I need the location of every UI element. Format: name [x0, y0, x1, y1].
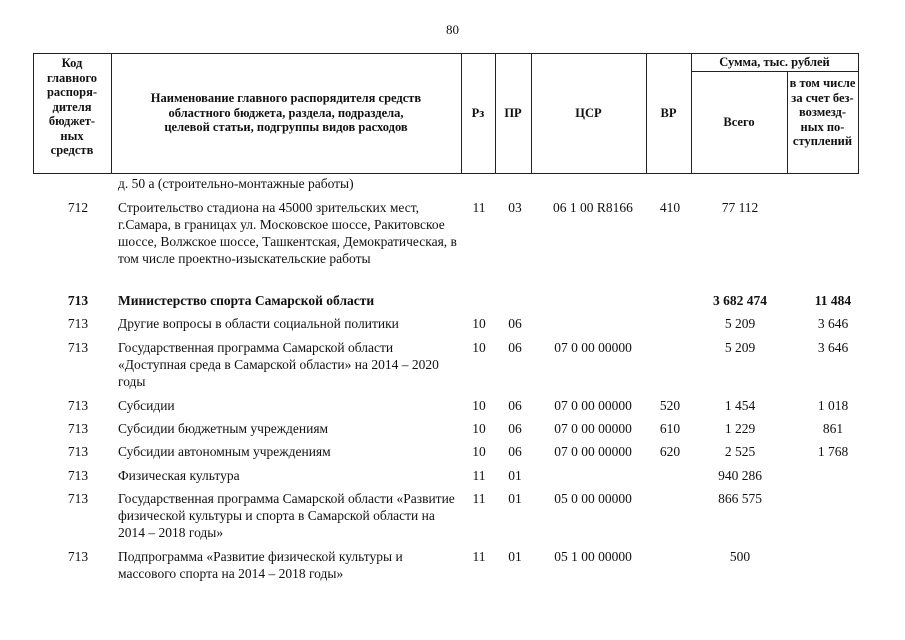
row-name: Министерство спорта Самарской области [118, 293, 375, 308]
row-code: 713 [67, 398, 89, 413]
header-name: Наименование главного распорядителя средств областного бюджета, раздела, подраздела, целевой статьи, подгруппы видов расходов [150, 91, 422, 134]
header-border-right [858, 53, 859, 174]
row-total: 77 112 [721, 200, 759, 215]
row-total: 5 209 [724, 340, 756, 355]
row-total: 2 525 [724, 444, 756, 459]
row-total: 500 [729, 549, 751, 564]
row-rz: 11 [472, 468, 486, 483]
row-code: 713 [67, 468, 89, 483]
row-rz: 10 [472, 340, 486, 355]
row-name: Субсидии автономным учреждениям [118, 444, 331, 459]
row-rz: 10 [472, 398, 486, 413]
row-name: Строительство стадиона на 45000 зрительских мест, г.Самара, в границах ул. Московское шоссе, Ракитовское шоссе, Волжское шоссе, Ташкентская, Демократическая, в том числе проектно-изыскательские работы [118, 200, 457, 266]
row-free: 1 018 [817, 398, 849, 413]
row-name: Государственная программа Самарской области «Доступная среда в Самарской области» на 2014 – 2020 годы [118, 340, 439, 389]
row-name: Физическая культура [118, 468, 240, 483]
row-csr: 06 1 00 R8166 [553, 200, 633, 215]
row-free: 3 646 [817, 340, 849, 355]
sum-divider [691, 71, 858, 72]
header-code: Код главного распоря- дителя бюджет- ных средств [46, 56, 98, 157]
header-top-border [33, 53, 858, 54]
row-pr: 06 [508, 421, 522, 436]
row-pr: 06 [508, 444, 522, 459]
header-rz: Рз [471, 106, 485, 120]
row-pr: 01 [508, 549, 522, 564]
header-free: в том числе за счет без- возмезд- ных по- ступлений [789, 76, 856, 148]
row-vr: 610 [659, 421, 681, 436]
row-pr: 06 [508, 340, 522, 355]
row-pr: 01 [508, 491, 522, 506]
header-vr: ВР [660, 106, 677, 120]
row-code: 713 [67, 293, 89, 308]
row-name: Субсидии [118, 398, 175, 413]
page-number: 80 [446, 22, 459, 37]
row-free: 861 [822, 421, 844, 436]
row-name: Субсидии бюджетным учреждениям [118, 421, 329, 436]
row-pr: 06 [508, 316, 522, 331]
row-code: 713 [67, 421, 89, 436]
row-rz: 11 [472, 549, 486, 564]
row-vr: 620 [659, 444, 681, 459]
row-free: 1 768 [817, 444, 849, 459]
row-code: 713 [67, 340, 89, 355]
header-border-6 [691, 53, 692, 174]
row-code: 713 [67, 316, 89, 331]
row-code: 713 [67, 549, 89, 564]
row-vr: 410 [659, 200, 681, 215]
row-rz: 10 [472, 316, 486, 331]
row-name: Подпрограмма «Развитие физической культуры и массового спорта на 2014 – 2018 годы» [118, 549, 403, 581]
row-total: 3 682 474 [713, 293, 767, 308]
row-total: 5 209 [724, 316, 756, 331]
row-free: 11 484 [814, 293, 852, 308]
row-pr: 06 [508, 398, 522, 413]
table-header [33, 53, 858, 174]
row-total: 1 229 [724, 421, 756, 436]
row-pr: 03 [508, 200, 522, 215]
row-name: Другие вопросы в области социальной политики [118, 316, 399, 331]
header-total: Всего [723, 115, 755, 129]
row-total: 940 286 [718, 468, 762, 483]
row-pr: 01 [508, 468, 522, 483]
row-code: 712 [67, 200, 89, 215]
header-csr: ЦСР [575, 106, 602, 120]
row-csr: 07 0 00 00000 [554, 340, 632, 355]
row-rz: 10 [472, 444, 486, 459]
row-code: 713 [67, 444, 89, 459]
row-name: д. 50 а (строительно-монтажные работы) [118, 176, 354, 191]
row-code: 713 [67, 491, 89, 506]
row-total: 1 454 [724, 398, 756, 413]
row-csr: 07 0 00 00000 [554, 444, 632, 459]
row-csr: 05 0 00 00000 [554, 491, 632, 506]
row-csr: 07 0 00 00000 [554, 421, 632, 436]
row-rz: 11 [472, 200, 486, 215]
row-csr: 07 0 00 00000 [554, 398, 632, 413]
row-rz: 10 [472, 421, 486, 436]
header-sum: Сумма, тыс. рублей [719, 55, 830, 69]
row-name: Государственная программа Самарской области «Развитие физической культуры и спорта в Самарской области на 2014 – 2018 годы» [118, 491, 455, 540]
row-total: 866 575 [718, 491, 762, 506]
row-free: 3 646 [817, 316, 849, 331]
row-vr: 520 [659, 398, 681, 413]
row-rz: 11 [472, 491, 486, 506]
header-bottom-border [33, 173, 858, 174]
header-pr: ПР [504, 106, 522, 120]
row-csr: 05 1 00 00000 [554, 549, 632, 564]
